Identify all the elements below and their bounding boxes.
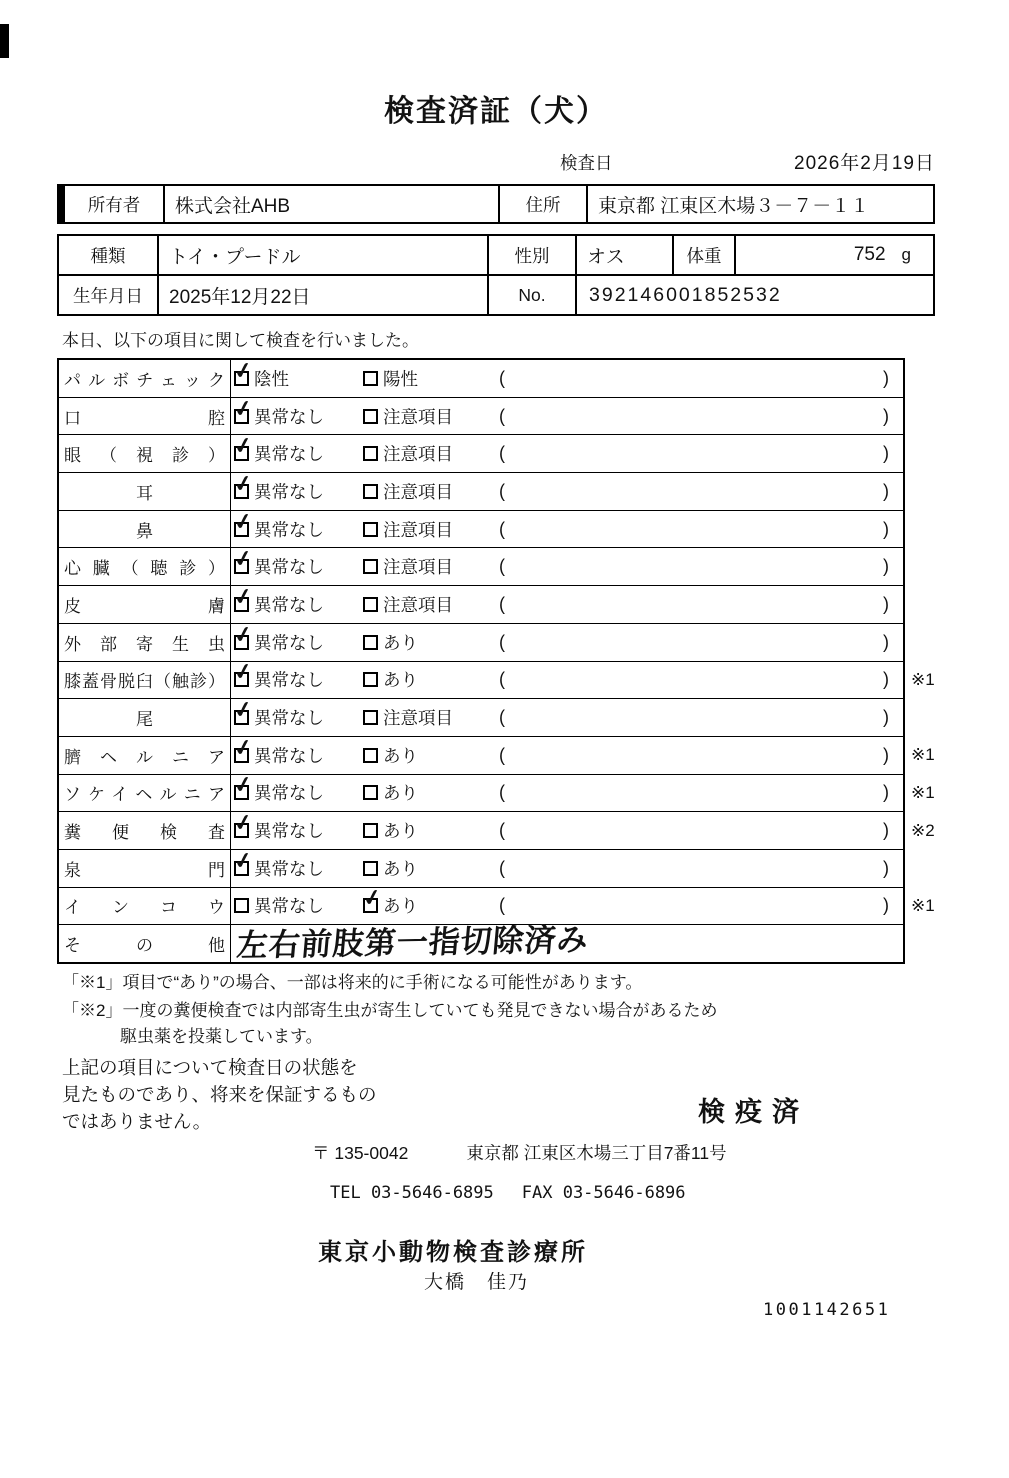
result-field — [489, 624, 903, 661]
inspection-date-label: 検査日 — [560, 153, 613, 173]
checkbox-icon — [363, 597, 378, 612]
check-icon: ✓ — [231, 620, 255, 649]
checkbox-icon — [363, 710, 378, 725]
inspection-row — [59, 431, 903, 473]
paren-open: ( — [499, 820, 505, 841]
paren-open: ( — [499, 593, 505, 614]
clinic-address: 東京都 江東区木場三丁目7番11号 — [466, 1143, 727, 1163]
checkbox-icon — [363, 371, 378, 386]
paren-close: ) — [883, 895, 889, 916]
inspection-item-label: ソケイヘルニア — [59, 775, 231, 812]
inspection-item-label: 耳 — [59, 473, 231, 510]
inspection-row-other — [59, 922, 903, 964]
inspection-option-1 — [231, 695, 360, 736]
footnote-marker: ※1 — [911, 782, 935, 802]
option-label: 異常なし — [254, 708, 324, 729]
check-icon: ✓ — [231, 431, 255, 460]
option-label: 注意項目 — [383, 594, 453, 615]
result-field — [489, 548, 903, 585]
inspection-item-label: 糞便検査 — [59, 812, 231, 849]
inspection-row — [59, 771, 935, 813]
paren-open: ( — [499, 707, 505, 728]
no-label: No. — [489, 276, 577, 314]
paren-close: ) — [883, 556, 889, 577]
weight-label: 体重 — [674, 236, 736, 274]
document-title: 検査済証（犬） — [384, 95, 608, 128]
option-label: あり — [383, 896, 418, 917]
option-label: あり — [383, 858, 418, 879]
weight-value: 752 — [853, 244, 886, 265]
paren-open: ( — [499, 443, 505, 464]
inspection-item-label: 皮膚 — [59, 586, 231, 623]
result-field — [489, 737, 903, 774]
option-label: 注意項目 — [383, 406, 453, 427]
result-field — [489, 662, 903, 699]
postal-code: 〒 135-0042 — [312, 1143, 409, 1163]
checkbox-icon — [363, 446, 378, 461]
paren-close: ) — [883, 669, 889, 690]
option-label: 異常なし — [254, 557, 324, 578]
disclaimer-line-1: 上記の項目について検査日の状態を — [62, 1057, 358, 1078]
check-icon: ✓ — [231, 469, 255, 498]
inspection-item-label: 尾 — [59, 699, 231, 736]
option-label: あり — [383, 632, 418, 653]
inspection-row — [59, 394, 903, 436]
inspection-option-1 — [231, 544, 360, 585]
paren-open: ( — [499, 744, 505, 765]
footnote-marker: ※1 — [911, 745, 935, 765]
owner-address-label: 住所 — [500, 186, 588, 222]
checkbox-icon — [234, 898, 249, 913]
inspection-item-label: 口腔 — [59, 398, 231, 435]
paren-close: ) — [883, 518, 889, 539]
breed-value: トイ・プードル — [159, 236, 489, 274]
paren-open: ( — [499, 480, 505, 501]
footnote-2: 「※2」一度の糞便検査では内部寄生虫が寄生していても発見できない場合があるため — [62, 1001, 718, 1020]
inspection-row — [59, 808, 935, 850]
option-label: あり — [383, 745, 418, 766]
check-icon: ✓ — [231, 544, 255, 573]
sex-value: オス — [577, 236, 674, 274]
inspection-table — [57, 356, 935, 964]
inspection-row — [59, 544, 903, 586]
inspection-option-1 — [231, 469, 360, 510]
checkbox-icon — [363, 559, 378, 574]
tel-number: TEL 03-5646-6895 — [330, 1183, 494, 1203]
inspection-option-1 — [231, 808, 360, 849]
inspection-option-2 — [360, 812, 489, 849]
checkbox-icon — [231, 771, 255, 800]
inspection-row — [59, 846, 903, 888]
check-icon: ✓ — [231, 771, 255, 799]
inspection-row — [59, 582, 903, 624]
result-field — [489, 699, 903, 736]
footnote-marker: ※2 — [911, 820, 935, 840]
inspection-item-label: パルボチェック — [59, 360, 231, 397]
checkbox-icon — [231, 469, 255, 499]
inspection-option-1 — [231, 771, 360, 812]
inspection-option-1 — [231, 431, 360, 472]
fax-number: FAX 03-5646-6896 — [521, 1183, 686, 1203]
option-label: あり — [383, 670, 418, 691]
inspection-item-label: その他 — [59, 925, 231, 962]
inspection-item-label: 外部寄生虫 — [59, 624, 231, 661]
option-label: あり — [383, 783, 418, 804]
inspection-option-2 — [360, 511, 489, 548]
checkbox-icon — [231, 657, 255, 687]
check-icon: ✓ — [231, 695, 255, 724]
result-field — [489, 812, 903, 849]
inspection-option-2 — [360, 548, 489, 585]
option-label: 注意項目 — [383, 481, 453, 502]
inspection-row — [59, 620, 903, 662]
result-field — [489, 435, 903, 472]
paren-open: ( — [499, 518, 505, 539]
option-label: 注意項目 — [383, 708, 453, 729]
option-label: 異常なし — [254, 896, 324, 917]
inspection-option-1 — [231, 657, 360, 699]
result-field — [489, 360, 903, 397]
paren-close: ) — [883, 593, 889, 614]
checkbox-icon — [363, 861, 378, 876]
result-field — [489, 398, 903, 435]
checkbox-icon — [363, 484, 378, 499]
inspection-option-2 — [360, 699, 489, 736]
inspection-option-1 — [231, 356, 360, 397]
checkbox-icon — [363, 635, 378, 650]
weight-unit: g — [901, 245, 911, 264]
checkbox-icon — [231, 846, 255, 876]
inspection-option-2 — [360, 586, 489, 623]
checkbox-icon — [363, 522, 378, 537]
option-label: 陽性 — [383, 368, 418, 389]
owner-address-value: 東京都 江東区木場３－７－１１ — [598, 195, 870, 217]
checkbox-icon — [231, 431, 255, 461]
footnote-marker: ※1 — [911, 895, 935, 915]
clinic-name: 東京小動物検査診療所 — [318, 1239, 588, 1266]
paren-open: ( — [499, 556, 505, 577]
owner-table — [57, 184, 935, 224]
footnote-1: 「※1」項目で“あり”の場合、一部は将来的に手術になる可能性があります。 — [62, 973, 643, 992]
checkbox-icon — [363, 785, 378, 800]
examiner-name: 大橋 佳乃 — [424, 1272, 530, 1293]
inspection-item-label: 眼（視診） — [59, 435, 231, 472]
option-label: 異常なし — [254, 821, 324, 842]
result-field — [489, 511, 903, 548]
inspection-row — [59, 507, 903, 549]
checkbox-icon — [231, 507, 255, 537]
check-icon: ✓ — [231, 808, 255, 837]
paren-close: ) — [883, 707, 889, 728]
paren-close: ) — [883, 744, 889, 765]
pet-row-2 — [59, 276, 933, 314]
paren-close: ) — [883, 631, 889, 652]
option-label: 異常なし — [254, 594, 324, 615]
checkbox-icon — [360, 884, 384, 913]
checkbox-icon — [231, 620, 255, 650]
result-field — [489, 850, 903, 887]
inspection-row — [59, 469, 903, 511]
option-label: 異常なし — [254, 670, 324, 691]
clinic-address-row — [312, 1140, 727, 1165]
id-number-value: 392146001852532 — [589, 283, 782, 306]
inspection-option-2 — [360, 737, 489, 774]
paren-close: ) — [883, 405, 889, 426]
birth-value: 2025年12月22日 — [159, 276, 489, 314]
inspection-option-2 — [360, 398, 489, 435]
check-icon: ✓ — [231, 507, 255, 536]
footnote-2-continued: 駆虫薬を投薬しています。 — [120, 1027, 323, 1046]
check-icon: ✓ — [231, 394, 255, 422]
checkbox-icon — [231, 582, 255, 612]
checkbox-icon — [363, 409, 378, 424]
inspection-item-label: インコウ — [59, 888, 231, 925]
option-label: 異常なし — [254, 858, 324, 879]
paren-open: ( — [499, 669, 505, 690]
checkbox-icon — [363, 748, 378, 763]
paren-open: ( — [499, 895, 505, 916]
paren-open: ( — [499, 631, 505, 652]
disclaimer — [62, 1054, 377, 1135]
weight-cell — [736, 236, 933, 274]
inspection-row — [59, 657, 935, 700]
checkbox-icon — [363, 823, 378, 838]
paren-open: ( — [499, 857, 505, 878]
footnote-marker: ※1 — [911, 669, 935, 689]
option-label: 異常なし — [254, 519, 324, 540]
checkbox-icon — [231, 394, 255, 424]
option-label: 注意項目 — [383, 557, 453, 578]
check-icon: ✓ — [360, 884, 384, 912]
result-field — [489, 473, 903, 510]
disclaimer-line-3: ではありません。 — [62, 1111, 212, 1132]
inspection-option-1 — [231, 507, 360, 548]
paren-close: ) — [883, 820, 889, 841]
check-icon: ✓ — [231, 733, 255, 762]
paren-close: ) — [883, 367, 889, 388]
owner-value: 株式会社AHB — [165, 186, 500, 222]
check-icon: ✓ — [231, 657, 255, 686]
check-icon: ✓ — [231, 356, 255, 385]
intro-sentence: 本日、以下の項目に関して検査を行いました。 — [62, 331, 419, 350]
inspection-option-2 — [360, 624, 489, 661]
paren-close: ) — [883, 857, 889, 878]
inspection-option-1 — [231, 394, 360, 435]
option-label: 注意項目 — [383, 519, 453, 540]
option-label: 異常なし — [254, 406, 324, 427]
option-label: 陰性 — [254, 368, 289, 389]
option-label: 異常なし — [254, 632, 324, 653]
pet-row-1 — [59, 236, 933, 276]
option-label: あり — [383, 821, 418, 842]
paren-open: ( — [499, 405, 505, 426]
phone-row — [330, 1183, 686, 1203]
paren-close: ) — [883, 443, 889, 464]
inspection-row — [59, 695, 903, 737]
handwritten-note: 左右前肢第一指切除済み — [235, 922, 591, 964]
inspection-row — [59, 733, 935, 775]
option-label: 異常なし — [254, 745, 324, 766]
result-field — [489, 775, 903, 812]
check-icon: ✓ — [231, 846, 255, 875]
check-icon: ✓ — [231, 582, 255, 611]
paren-close: ) — [883, 782, 889, 803]
paren-open: ( — [499, 782, 505, 803]
disclaimer-line-2: 見たものであり、将来を保証するもの — [62, 1084, 377, 1105]
option-label: 異常なし — [254, 783, 324, 804]
inspection-option-2 — [360, 360, 489, 397]
inspection-option-2 — [360, 473, 489, 510]
inspection-option-1 — [231, 582, 360, 623]
birth-label: 生年月日 — [59, 276, 159, 314]
breed-label: 種類 — [59, 236, 159, 274]
inspection-date-value: 2026年2月19日 — [794, 153, 935, 174]
inspection-item-label: 膝蓋骨脱臼（触診） — [59, 662, 231, 699]
result-field — [489, 586, 903, 623]
inspection-row — [59, 356, 903, 398]
inspection-option-1 — [231, 846, 360, 887]
checkbox-icon — [231, 733, 255, 763]
pet-table — [57, 234, 935, 316]
checkbox-icon — [363, 672, 378, 687]
inspection-item-label: 臍ヘルニア — [59, 737, 231, 774]
inspection-option-2 — [360, 850, 489, 887]
sex-label: 性別 — [489, 236, 577, 274]
inspection-item-label: 鼻 — [59, 511, 231, 548]
owner-label: 所有者 — [65, 186, 165, 222]
inspection-option-2 — [360, 662, 489, 699]
inspection-option-1 — [231, 620, 360, 661]
option-label: 異常なし — [254, 481, 324, 502]
option-label: 注意項目 — [383, 444, 453, 465]
inspection-item-label: 泉門 — [59, 850, 231, 887]
checkbox-icon — [231, 356, 255, 386]
serial-number: 1001142651 — [763, 1300, 891, 1320]
inspection-item-label: 心臓（聴診） — [59, 548, 231, 585]
inspection-date-row — [560, 148, 935, 175]
checkbox-icon — [231, 544, 255, 574]
option-label: 異常なし — [254, 444, 324, 465]
inspection-option-1 — [231, 733, 360, 774]
scan-artifact — [0, 24, 9, 58]
checkbox-icon — [231, 808, 255, 838]
checkbox-icon — [231, 695, 255, 725]
paren-open: ( — [499, 367, 505, 388]
inspection-option-2 — [360, 435, 489, 472]
inspection-option-2 — [360, 775, 489, 812]
quarantine-stamp: 検疫済 — [698, 1097, 809, 1127]
paren-close: ) — [883, 480, 889, 501]
